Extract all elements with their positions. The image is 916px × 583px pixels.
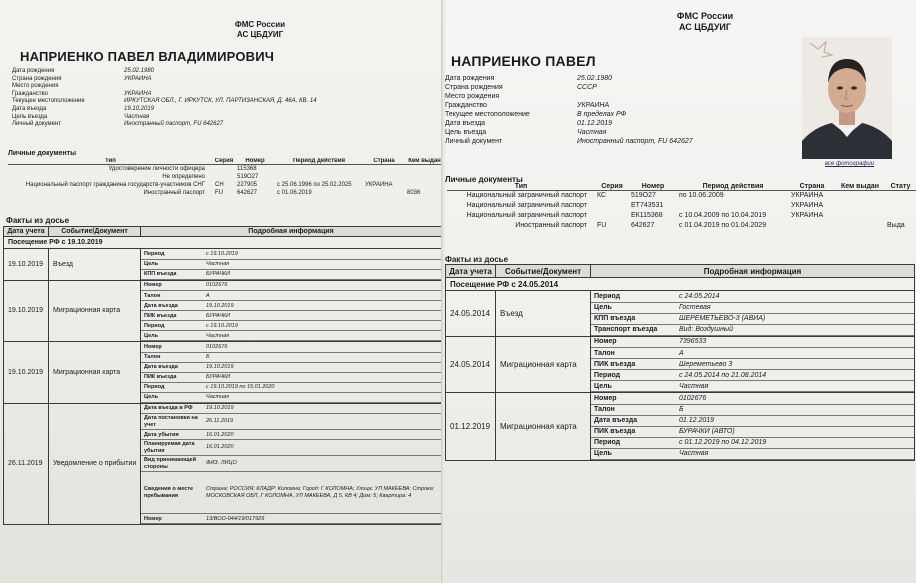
document-cell: УКРАИНА: [791, 192, 824, 200]
detail-row: [141, 362, 441, 372]
document-cell: Национальный заграничный паспорт: [466, 212, 587, 219]
document-cell: ЕК115368: [631, 212, 663, 219]
right-document-sheet: [445, 0, 916, 583]
detail-value: ФИЗ. ЛИЦО: [203, 456, 441, 472]
visit-title: Посещение РФ с 24.05.2014: [446, 278, 915, 291]
fact-details: [591, 336, 915, 393]
detail-row: [141, 372, 441, 382]
detail-value: Частная: [676, 448, 914, 459]
document-cell: с 25.06.1996 по 25.02.2025: [277, 181, 352, 188]
document-cell: [275, 173, 363, 181]
agency-name: ФМС России: [234, 20, 286, 29]
detail-row: [591, 370, 914, 381]
field-value: СССР: [577, 84, 597, 91]
document-cell: Национальный паспорт гражданина государств-участников СНГ: [25, 181, 205, 188]
fact-details: [141, 280, 442, 342]
docs-column-header: Период действия: [677, 183, 789, 191]
detail-value: с 01.12.2019 по 04.12.2019: [676, 437, 914, 448]
field-label: Личный документ: [445, 138, 503, 145]
detail-value: Вид: Воздушный: [676, 324, 914, 335]
field-label: Текущее местоположение: [12, 98, 85, 105]
detail-key: Талон: [591, 348, 676, 359]
document-row: [447, 201, 916, 211]
document-cell: Национальный заграничный паспорт: [466, 202, 587, 209]
detail-value: Шереметьево 3: [676, 359, 914, 370]
detail-value: с 19.10.2019: [203, 249, 441, 259]
agency-name: ФМС России: [676, 11, 734, 21]
document-cell: Иностранный паспорт: [515, 222, 587, 229]
detail-key: Период: [141, 321, 203, 331]
detail-value: БУРАЧКИ (АВТО): [676, 426, 914, 437]
detail-value: 0102676: [676, 393, 914, 404]
facts-section-title: Факты из досье: [445, 255, 509, 264]
field-label: Страна рождения: [12, 75, 62, 82]
document-cell: [885, 211, 916, 221]
detail-row: [141, 259, 441, 269]
detail-key: Вид принимающей стороны: [141, 456, 203, 472]
document-cell: 227905: [237, 181, 258, 188]
docs-column-header: Серия: [214, 158, 234, 164]
detail-value: Частная: [203, 331, 441, 341]
document-cell: 519О27: [631, 192, 656, 200]
detail-key: Дата убытия: [141, 430, 203, 440]
document-row: [8, 181, 444, 189]
document-cell: Иностранный паспорт: [143, 189, 205, 196]
detail-row: [141, 281, 441, 291]
fact-row: [446, 393, 915, 461]
fact-details-table: [591, 337, 914, 393]
detail-key: Цель: [591, 448, 676, 459]
field-label: Место рождения: [12, 83, 59, 90]
detail-value: 19.10.2019: [203, 362, 441, 372]
detail-row: [591, 337, 914, 348]
fact-date: 26.11.2019: [4, 403, 49, 525]
detail-key: ПИК въезда: [591, 359, 676, 370]
detail-key: Талон: [141, 291, 203, 301]
document-cell: FU: [215, 189, 223, 196]
fact-event: Въезд: [49, 249, 141, 281]
detail-key: КПП въезда: [591, 313, 676, 324]
field-value: 25.02.1980: [124, 68, 155, 74]
field-value: Частная: [577, 129, 607, 136]
field-value: Частная: [124, 113, 150, 120]
detail-value: с 19.10.2019: [203, 321, 441, 331]
field-label: Гражданство: [445, 102, 487, 109]
document-cell: [405, 165, 444, 173]
visit-title: Посещение РФ с 19.10.2019: [4, 237, 442, 249]
fact-row: [4, 280, 442, 342]
detail-row: [141, 342, 441, 352]
document-cell: [363, 165, 405, 173]
detail-row: [591, 348, 914, 359]
facts-column-header: Событие/Документ: [49, 227, 141, 237]
field-label: Дата въезда: [12, 106, 47, 112]
agency-header: [640, 11, 770, 33]
detail-key: ПИК въезда: [141, 372, 203, 382]
document-cell: с 01.04.2019 по 01.04.2029: [679, 222, 767, 229]
document-cell: Выда: [887, 222, 905, 229]
document-cell: 115368: [237, 165, 257, 172]
detail-value: БУРАЧКИ: [203, 372, 441, 382]
document-cell: Удостоверение личности офицера: [108, 165, 205, 172]
detail-value: БУРАЧКИ: [203, 311, 441, 321]
fact-details: [141, 249, 442, 281]
fact-details-table: [141, 281, 441, 342]
detail-row: [141, 430, 441, 440]
detail-key: Транспорт въезда: [591, 324, 676, 335]
detail-key: Период: [141, 249, 203, 259]
fact-details-table: [141, 404, 441, 525]
document-cell: [885, 201, 916, 211]
field-value: ИРКУТСКАЯ ОБЛ., Г. ИРКУТСК, УЛ. ПАРТИЗАНСКАЯ, Д. 46А, КВ. 14: [124, 98, 317, 105]
detail-value: Б: [676, 404, 914, 415]
field-value: УКРАИНА: [124, 90, 152, 97]
fact-event: Миграционная карта: [49, 280, 141, 342]
document-cell: [363, 173, 405, 181]
document-cell: 642627: [631, 222, 655, 229]
fact-row: [446, 291, 915, 337]
detail-row: [591, 313, 914, 324]
detail-key: Цель: [141, 331, 203, 341]
field-value: 25.02.1980: [577, 75, 613, 82]
detail-value: 16.01.2020: [203, 440, 441, 456]
field-label: Цель въезда: [445, 129, 487, 136]
fact-row: [4, 249, 442, 281]
detail-value: 0102676: [203, 342, 441, 352]
dossier-facts-table: [445, 264, 915, 461]
document-cell: [835, 211, 885, 221]
document-cell: [677, 201, 789, 211]
field-label: Дата рождения: [12, 68, 55, 74]
facts-section-title: Факты из досье: [6, 216, 70, 225]
system-name: АС ЦБДУИГ: [678, 21, 731, 32]
detail-row: [141, 414, 441, 430]
document-row: [8, 173, 444, 181]
detail-value: Частная: [203, 259, 441, 269]
field-label: Текущее местоположение: [445, 111, 530, 118]
detail-row: [141, 392, 441, 402]
all-photos-link[interactable]: все фотографии: [825, 161, 875, 167]
detail-key: Номер: [591, 393, 676, 404]
fact-event: Миграционная карта: [496, 336, 591, 393]
document-cell: УКРАИНА: [791, 202, 824, 209]
dossier-facts-table: [3, 226, 442, 525]
docs-section-title: Личные документы: [445, 175, 523, 184]
document-cell: [405, 181, 444, 189]
detail-key: Номер: [141, 342, 203, 352]
document-cell: [363, 189, 405, 197]
detail-row: [591, 448, 914, 459]
detail-row: [141, 382, 441, 392]
document-row: [447, 221, 916, 231]
fact-row: [4, 342, 442, 404]
fact-details-table: [141, 249, 441, 280]
docs-column-header: Страна: [363, 158, 405, 165]
detail-key: Дата въезда: [591, 415, 676, 426]
document-cell: УКРАИНА: [791, 212, 824, 219]
field-value: Иностранный паспорт, FU 642627: [124, 121, 224, 128]
detail-key: Планируемая дата убытия: [141, 440, 203, 456]
person-photo[interactable]: [802, 37, 892, 159]
facts-column-header: Подробная информация: [591, 265, 915, 278]
detail-value: Гостевая: [676, 302, 914, 313]
detail-key: Дата въезда: [141, 362, 203, 372]
detail-value: БУРАЧКИ: [203, 269, 441, 279]
fact-event: Уведомление о прибытии: [49, 403, 141, 525]
facts-column-header: Дата учета: [446, 265, 496, 278]
detail-key: Сведения о месте пребывания: [141, 472, 203, 514]
detail-value: с 19.10.2019 по 15.01.2020: [203, 382, 441, 392]
detail-key: Период: [591, 437, 676, 448]
docs-column-header: Тип: [447, 183, 595, 191]
fact-date: 19.10.2019: [4, 280, 49, 342]
docs-column-header: Период действия: [275, 158, 363, 165]
field-label: Место рождения: [445, 93, 500, 100]
fact-date: 19.10.2019: [4, 249, 49, 281]
fact-date: 01.12.2019: [446, 393, 496, 461]
document-cell: [835, 201, 885, 211]
field-value: УКРАИНА: [124, 75, 152, 82]
docs-column-header: Серия: [595, 183, 629, 191]
detail-value: 01.12.2019: [676, 415, 914, 426]
detail-row: [591, 426, 914, 437]
detail-key: Период: [141, 382, 203, 392]
detail-value: 26.11.2019: [203, 414, 441, 430]
detail-row: [141, 331, 441, 341]
docs-column-header: Номер: [235, 158, 275, 165]
detail-row: [591, 393, 914, 404]
detail-row: [141, 249, 441, 259]
document-row: [8, 189, 444, 197]
document-cell: СН: [215, 181, 224, 188]
facts-column-header: Событие/Документ: [496, 265, 591, 278]
fact-row: [446, 336, 915, 393]
document-cell: 519О27: [237, 173, 259, 180]
detail-key: ПИК въезда: [141, 311, 203, 321]
facts-column-header: Подробная информация: [141, 227, 442, 237]
detail-key: ПИК въезда: [591, 426, 676, 437]
detail-value: Частная: [203, 392, 441, 402]
detail-key: Период: [591, 291, 676, 302]
detail-key: Цель: [141, 259, 203, 269]
document-cell: [835, 221, 885, 231]
fact-event: Миграционная карта: [49, 342, 141, 404]
detail-row: [591, 404, 914, 415]
detail-value: Частная: [676, 381, 914, 392]
detail-row: [591, 437, 914, 448]
fact-details: [591, 291, 915, 337]
detail-value: Страна: РОССИЯ; КЛАДР: Коломна; Город: Г КОЛОМНА; Улица: УЛ МАКЕЕВА; Строка: МОСКОВСКАЯ ОБЛ, Г КОЛОМНА, УЛ МАКЕЕВА, Д 5, КВ 4; Дом: 5; Квартира: 4: [203, 472, 441, 514]
detail-key: Талон: [591, 404, 676, 415]
detail-row: [591, 302, 914, 313]
document-row: [447, 211, 916, 221]
detail-value: ШЕРЕМЕТЬЕВО-3 (АВИА): [676, 313, 914, 324]
field-value: 19.10.2019: [124, 106, 155, 112]
detail-row: [141, 269, 441, 279]
detail-key: Номер: [141, 514, 203, 524]
detail-key: Цель: [591, 381, 676, 392]
fact-date: 24.05.2014: [446, 291, 496, 337]
document-cell: УКРАИНА: [365, 181, 393, 188]
fact-details-table: [141, 342, 441, 403]
fact-event: Въезд: [496, 291, 591, 337]
detail-row: [141, 456, 441, 472]
portrait-image: [802, 37, 892, 159]
fact-date: 19.10.2019: [4, 342, 49, 404]
detail-row: [591, 381, 914, 392]
document-cell: [595, 211, 629, 221]
fact-details-table: [591, 393, 914, 460]
document-cell: [275, 165, 363, 173]
detail-row: [141, 321, 441, 331]
person-full-name: НАПРИЕНКО ПАВЕЛ: [451, 53, 596, 69]
detail-row: [141, 352, 441, 362]
detail-key: Дата въезда: [141, 301, 203, 311]
detail-value: с 24.05.2014: [676, 291, 914, 302]
detail-row: [141, 311, 441, 321]
field-label: Дата въезда: [445, 120, 486, 127]
document-cell: 642627: [237, 189, 258, 196]
detail-row: [141, 472, 441, 514]
detail-row: [141, 404, 441, 414]
document-cell: Не определено: [162, 173, 205, 180]
detail-key: Дата въезда в РФ: [141, 404, 203, 414]
field-value: 01.12.2019: [577, 120, 613, 127]
detail-key: КПП въезда: [141, 269, 203, 279]
field-value: В пределах РФ: [577, 111, 627, 118]
document-cell: [213, 165, 235, 173]
document-cell: КС: [597, 192, 607, 200]
document-row: [8, 165, 444, 173]
docs-column-header: Тип: [8, 158, 213, 165]
detail-key: Период: [591, 370, 676, 381]
detail-key: Цель: [141, 392, 203, 402]
fact-event: Миграционная карта: [496, 393, 591, 461]
detail-value: с 24.05.2014 по 21.08.2014: [676, 370, 914, 381]
detail-key: Талон: [141, 352, 203, 362]
detail-value: Б: [203, 352, 441, 362]
system-name: АС ЦБДУИГ: [236, 29, 284, 39]
field-label: Гражданство: [12, 90, 48, 97]
document-cell: [405, 173, 444, 181]
person-full-name: НАПРИЕНКО ПАВЕЛ ВЛАДИМИРОВИЧ: [20, 49, 275, 64]
detail-value: А: [203, 291, 441, 301]
detail-value: 19.10.2019: [203, 301, 441, 311]
fact-details-table: [591, 291, 914, 336]
detail-key: Дата постановки на учет: [141, 414, 203, 430]
document-cell: по 10.06.2009: [679, 192, 724, 200]
field-label: Дата рождения: [445, 75, 495, 82]
detail-row: [141, 440, 441, 456]
detail-row: [591, 359, 914, 370]
document-cell: ЕТ743531: [631, 202, 664, 209]
docs-column-header: Кем выдан: [405, 158, 444, 165]
docs-column-header: Стату: [885, 183, 916, 191]
document-cell: [835, 191, 885, 201]
detail-row: [591, 291, 914, 302]
docs-column-header: Кем выдан: [835, 183, 885, 191]
field-value: Иностранный паспорт, FU 642627: [577, 138, 693, 145]
detail-key: Цель: [591, 302, 676, 313]
facts-column-header: Дата учета: [4, 227, 49, 237]
detail-row: [141, 291, 441, 301]
detail-row: [591, 324, 914, 335]
fact-date: 24.05.2014: [446, 336, 496, 393]
left-document-sheet: [0, 0, 444, 583]
document-cell: [595, 201, 629, 211]
document-row: [447, 191, 916, 201]
document-cell: [885, 191, 916, 201]
docs-column-header: Номер: [629, 183, 677, 191]
field-label: Личный документ: [12, 121, 62, 128]
agency-header: [180, 20, 340, 39]
fact-details: [141, 403, 442, 525]
detail-value: 16.01.2020: [203, 430, 441, 440]
document-cell: 8036: [407, 189, 421, 196]
fact-row: [4, 403, 442, 525]
detail-key: Номер: [141, 281, 203, 291]
document-cell: Национальный заграничный паспорт: [466, 192, 587, 200]
document-cell: с 10.04.2009 по 10.04.2019: [679, 212, 767, 219]
detail-key: Номер: [591, 337, 676, 348]
detail-value: 7396533: [676, 337, 914, 348]
field-value: УКРАИНА: [577, 102, 610, 109]
document-cell: с 01.06.2019: [277, 189, 312, 196]
fact-details: [591, 393, 915, 461]
document-cell: [789, 221, 835, 231]
personal-documents-table: [8, 158, 444, 197]
detail-row: [591, 415, 914, 426]
personal-documents-table: [447, 183, 916, 231]
field-label: Страна рождения: [445, 84, 503, 91]
detail-value: 0102676: [203, 281, 441, 291]
detail-value: А: [676, 348, 914, 359]
docs-section-title: Личные документы: [8, 150, 77, 157]
detail-value: 19.10.2019: [203, 404, 441, 414]
document-cell: FU: [597, 222, 607, 229]
detail-row: [141, 301, 441, 311]
field-label: Цель въезда: [12, 113, 48, 120]
document-cell: [213, 173, 235, 181]
detail-value: 13/ВОО-044/19/017929: [203, 514, 441, 524]
docs-column-header: Страна: [789, 183, 835, 191]
detail-row: [141, 514, 441, 524]
fact-details: [141, 342, 442, 404]
